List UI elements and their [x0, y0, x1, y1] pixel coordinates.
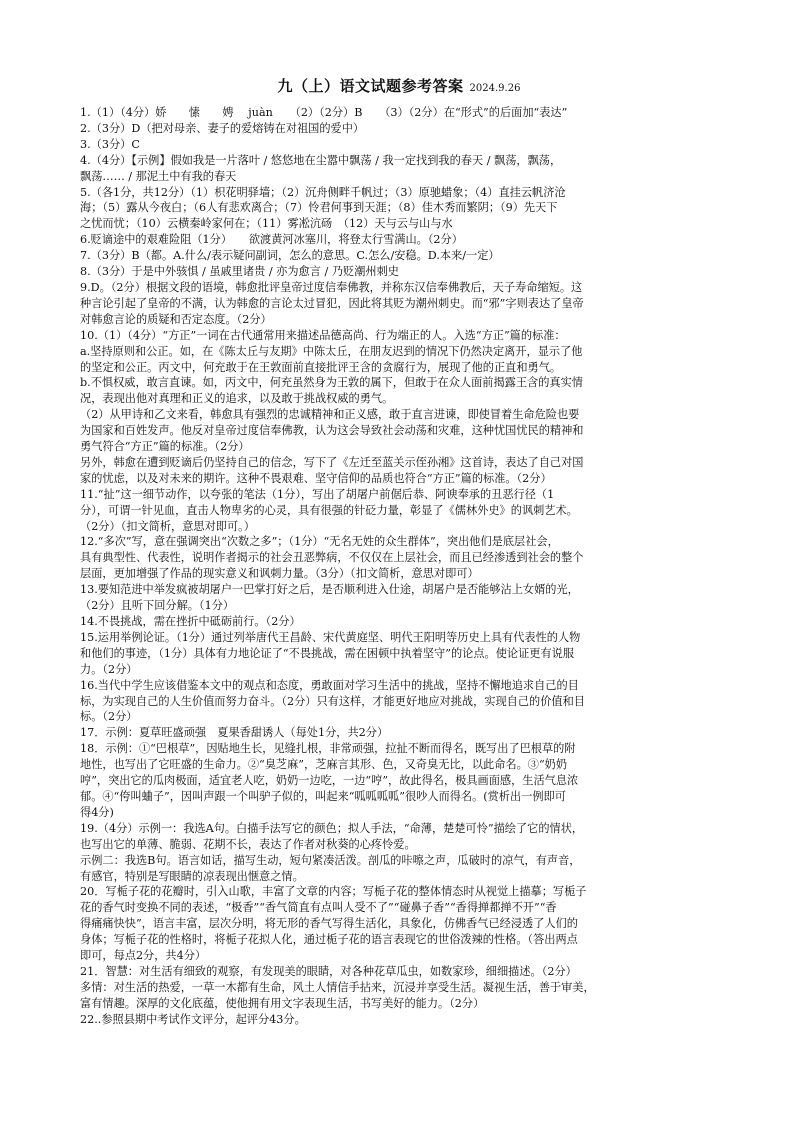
answer-key-page	[80, 76, 718, 1028]
answer-line: 和他们的事迹，（1分）具体有力地论证了“不畏挑战，需在困顿中执着坚守”的论点。使论证更有说服	[80, 646, 575, 660]
answer-line: 之忧而忧；（10）云横秦岭家何在；（11）雾凇沆砀 （12）天与云与山与水	[80, 217, 453, 231]
answer-line: 郁。④“侉叫蛐子”，因叫声跟一个叫驴子似的，叫起来“呱呱呱呱”很吵人而得名。(赏析出一例即可	[80, 789, 566, 803]
date-label: 2024.9.26	[469, 83, 521, 94]
answer-line: 14.不畏挑战，需在挫折中砥砺前行。（2分）	[80, 615, 301, 628]
answer-line: 17．示例：夏草旺盛顽强 夏果香甜诱人（每处1分，共2分）	[80, 726, 389, 740]
page-title: 九（上）语文试题参考答案	[277, 77, 464, 95]
answer-line: 19.（4分）示例一：我选A句。白描手法写它的颜色；拟人手法，“命薄，楚楚可怜”描绘了它的情状，	[80, 821, 584, 835]
answer-line: 22..参照县期中考试作文评分，起评分43分。	[80, 1012, 306, 1026]
answer-line: 有感官，特别是写眼睛的凉表现出惬意之情。	[80, 869, 304, 883]
answer-line: 4.（4分）【示例】假如我是一片落叶 / 悠悠地在尘嚣中飘荡 / 我一定找到我的春天 / 飘荡，飘荡，	[80, 153, 562, 167]
answer-line: 6.贬谪途中的艰难险阻（1分） 欲渡黄河冰塞川，将登太行雪满山。（2分）	[80, 233, 463, 247]
answer-line: 海；（5）露从今夜白；（6人有悲欢离合；（7）怜君何事到天涯；（8）佳木秀而繁阴；（9）先天下	[80, 201, 558, 215]
answer-line: 20．写栀子花的花瓣时，引入山歌，丰富了文章的内容；写栀子花的整体情态时从视觉上描摹；写栀子	[80, 885, 587, 899]
answer-line: 示例二：我选B句。语言如话，描写生动，短句紧凑活泼。剖瓜的咔嚓之声，瓜破时的凉气，有声音，	[80, 853, 581, 867]
answer-line: 3.（3分）C	[80, 137, 140, 151]
answer-line: 即可，每点2分，共4分）	[80, 949, 207, 963]
answer-line: 21．智慧：对生活有细致的观察，有发现美的眼睛，对各种花草瓜虫，如数家珍，细细描述。（2分）	[80, 964, 577, 978]
answer-line: （2分）且听下回分解。（1分）	[80, 599, 235, 613]
answer-line: 多情：对生活的热爱，一草一木都有生命，风土人情信手拈来，沉浸并享受生活。凝视生活，善于审美，	[80, 980, 595, 994]
answer-line: 9.D。（2分）根据文段的语境，韩愈批评皇帝过度信奉佛教，并称东汉信奉佛教后，天子寿命缩短。这	[80, 280, 583, 294]
answer-line: 家的忧虑，以及对未来的期许。这种不畏艰难、坚守信仰的品质也符合“方正”篇的标准。（2分）	[80, 471, 552, 485]
answer-line: 的坚定和公正。丙文中，何充敢于在王敦面前直接批评王含的贪腐行为，展现了他的正直和勇气。	[80, 360, 562, 374]
answer-line: 12.“多次”写，意在强调突出“次数之多”；（1分）“无名无姓的众生群体”，突出他们是底层社会，	[80, 535, 559, 549]
answer-line: 层面，更加增强了作品的现实意义和讽刺力量。（3分）（扣文简析，意思对即可）	[80, 567, 479, 581]
answer-line: 飘荡…… / 那泥土中有我的春天	[80, 169, 237, 183]
answer-line: 地性，也写出了它旺盛的生命力。②“臭芝麻”，芝麻言其形、色，又奇臭无比，以此命名。③“奶奶	[80, 758, 568, 772]
answer-line: （2）从甲诗和乙文来看，韩愈具有强烈的忠诚精神和正义感，敢于直言进谏，即使冒着生命危险也要	[80, 408, 580, 422]
answer-line: 哼”，突出它的瓜肉极面，适宜老人吃，奶奶一边吃，一边“哼”，故此得名，极具画面感，生活气息浓	[80, 774, 579, 788]
answer-line: 得4分)	[80, 805, 114, 819]
answer-line: a.坚持原则和公正。如，在《陈太丘与友期》中陈太丘，在朋友迟到的情况下仍然决定离开，显示了他	[80, 344, 583, 358]
answer-line: 7.（3分）B（都。A.什么/表示疑问副词，怎么的意思。C.怎么/安稳。D.本来/一定）	[80, 249, 500, 263]
answer-line: 5.（各1分，共12分）（1）枳花明驿墙；（2）沉舟侧畔千帆过；（3）原驰蜡象；（4）直挂云帆济沧	[80, 185, 566, 199]
answer-line: 得痛痛快快”，语言丰富，层次分明，将无形的香气写得生活化，具象化，仿佛香气已经浸透了人们的	[80, 917, 578, 931]
answer-line: 对韩愈言论的质疑和否定态度。（2分）	[80, 312, 272, 326]
answer-line: 为国家和百姓发声。他反对皇帝过度信奉佛教，认为这会导致社会动荡和灾难，这种忧国忧民的精神和	[80, 424, 584, 438]
answer-line: 也写出它的单薄、脆弱、花期不长，表达了作者对秋葵的心疼怜爱。	[80, 837, 416, 851]
answer-line: 10.（1）（4分）“方正”一词在古代通常用来描述品德高尚、行为端正的人。入选“方正”篇的标准：	[80, 328, 566, 342]
answer-line: 花的香气时变换不同的表述，“极香”“香气简直有点叫人受不了”“碰鼻子香”“香得掸都掸不开”“香	[80, 901, 557, 915]
answer-body	[80, 105, 718, 1028]
answer-line: 身体；写栀子花的性格时，将栀子花拟人化，通过栀子花的语言表现它的世俗泼辣的性格。（答出两点	[80, 933, 578, 947]
answer-line: 1.（1）（4分）娇 愫 娉 juàn （2）（2分）B （3）（2分）在“形式”的后面加“表达”	[80, 106, 568, 119]
answer-line: 13.要知范进中举发疯被胡屠户一巴掌打好之后，是否顺利进入仕途，胡屠户是否能够沾上女婿的光，	[80, 583, 579, 597]
answer-line: 15.运用举例论证。（1分）通过列举唐代王昌龄、宋代黄庭坚、明代王阳明等历史上具有代表性的人物	[80, 630, 581, 644]
answer-line: 富有情趣。深厚的文化底蕴，使他拥有用文字表现生活，书写美好的能力。（2分）	[80, 996, 485, 1010]
answer-line: 具有典型性、代表性，说明作者揭示的社会丑恶弊病，不仅仅在上层社会，而且已经渗透到社会的整个	[80, 551, 584, 565]
answer-line: 分），可谓一针见血，直击人物卑劣的心灵，具有很强的针砭力量，彰显了《儒林外史》的讽刺艺术。	[80, 503, 578, 517]
answer-line: 况，表现出他对真理和正义的追求，以及敢于挑战权威的勇气。	[80, 392, 394, 406]
answer-line: 勇气符合“方正”篇的标准。（2分）	[80, 440, 250, 454]
answer-line: 8.（3分）于是中外骇惧 / 虽戚里诸贵 / 亦为愈言 / 乃贬潮州刺史	[80, 265, 399, 279]
title-row	[80, 76, 718, 99]
answer-line: 18．示例：①“巴根草”，因贴地生长，见缝扎根，非常顽强，拉扯不断而得名，既写出了巴根草的附	[80, 742, 576, 756]
answer-line: （2分）（扣文简析，意思对即可。）	[80, 519, 255, 533]
answer-line: b.不惧权威，敢言直谏。如，丙文中，何充虽然身为王敦的属下，但敢于在众人面前揭露王含的真实情	[80, 376, 583, 390]
answer-line: 力。（2分）	[80, 662, 138, 676]
answer-line: 标，为实现自己的人生价值而努力奋斗。（2分）只有这样，才能更好地应对挑战，实现自己的价值和目	[80, 694, 585, 708]
answer-line: 种言论引起了皇帝的不满，认为韩愈的言论太过冒犯，因此将其贬为潮州刺史。而“邪”字则表达了皇帝	[80, 296, 584, 310]
answer-line: 2.（3分）D（把对母亲、妻子的爱熔铸在对祖国的爱中）	[80, 121, 365, 135]
answer-line: 另外，韩愈在遭到贬谪后仍坚持自己的信念，写下了《左迁至蓝关示侄孙湘》这首诗，表达了自己对国	[80, 455, 584, 469]
answer-line: 16.当代中学生应该借鉴本文中的观点和态度，勇敢面对学习生活中的挑战，坚持不懈地追求自己的目	[80, 678, 579, 692]
answer-line: 11.“扯”这一细节动作，以夸张的笔法（1分），写出了胡屠户前倨后恭、阿谀奉承的丑恶行径（1	[80, 487, 555, 501]
answer-line: 标。（2分）	[80, 710, 138, 724]
